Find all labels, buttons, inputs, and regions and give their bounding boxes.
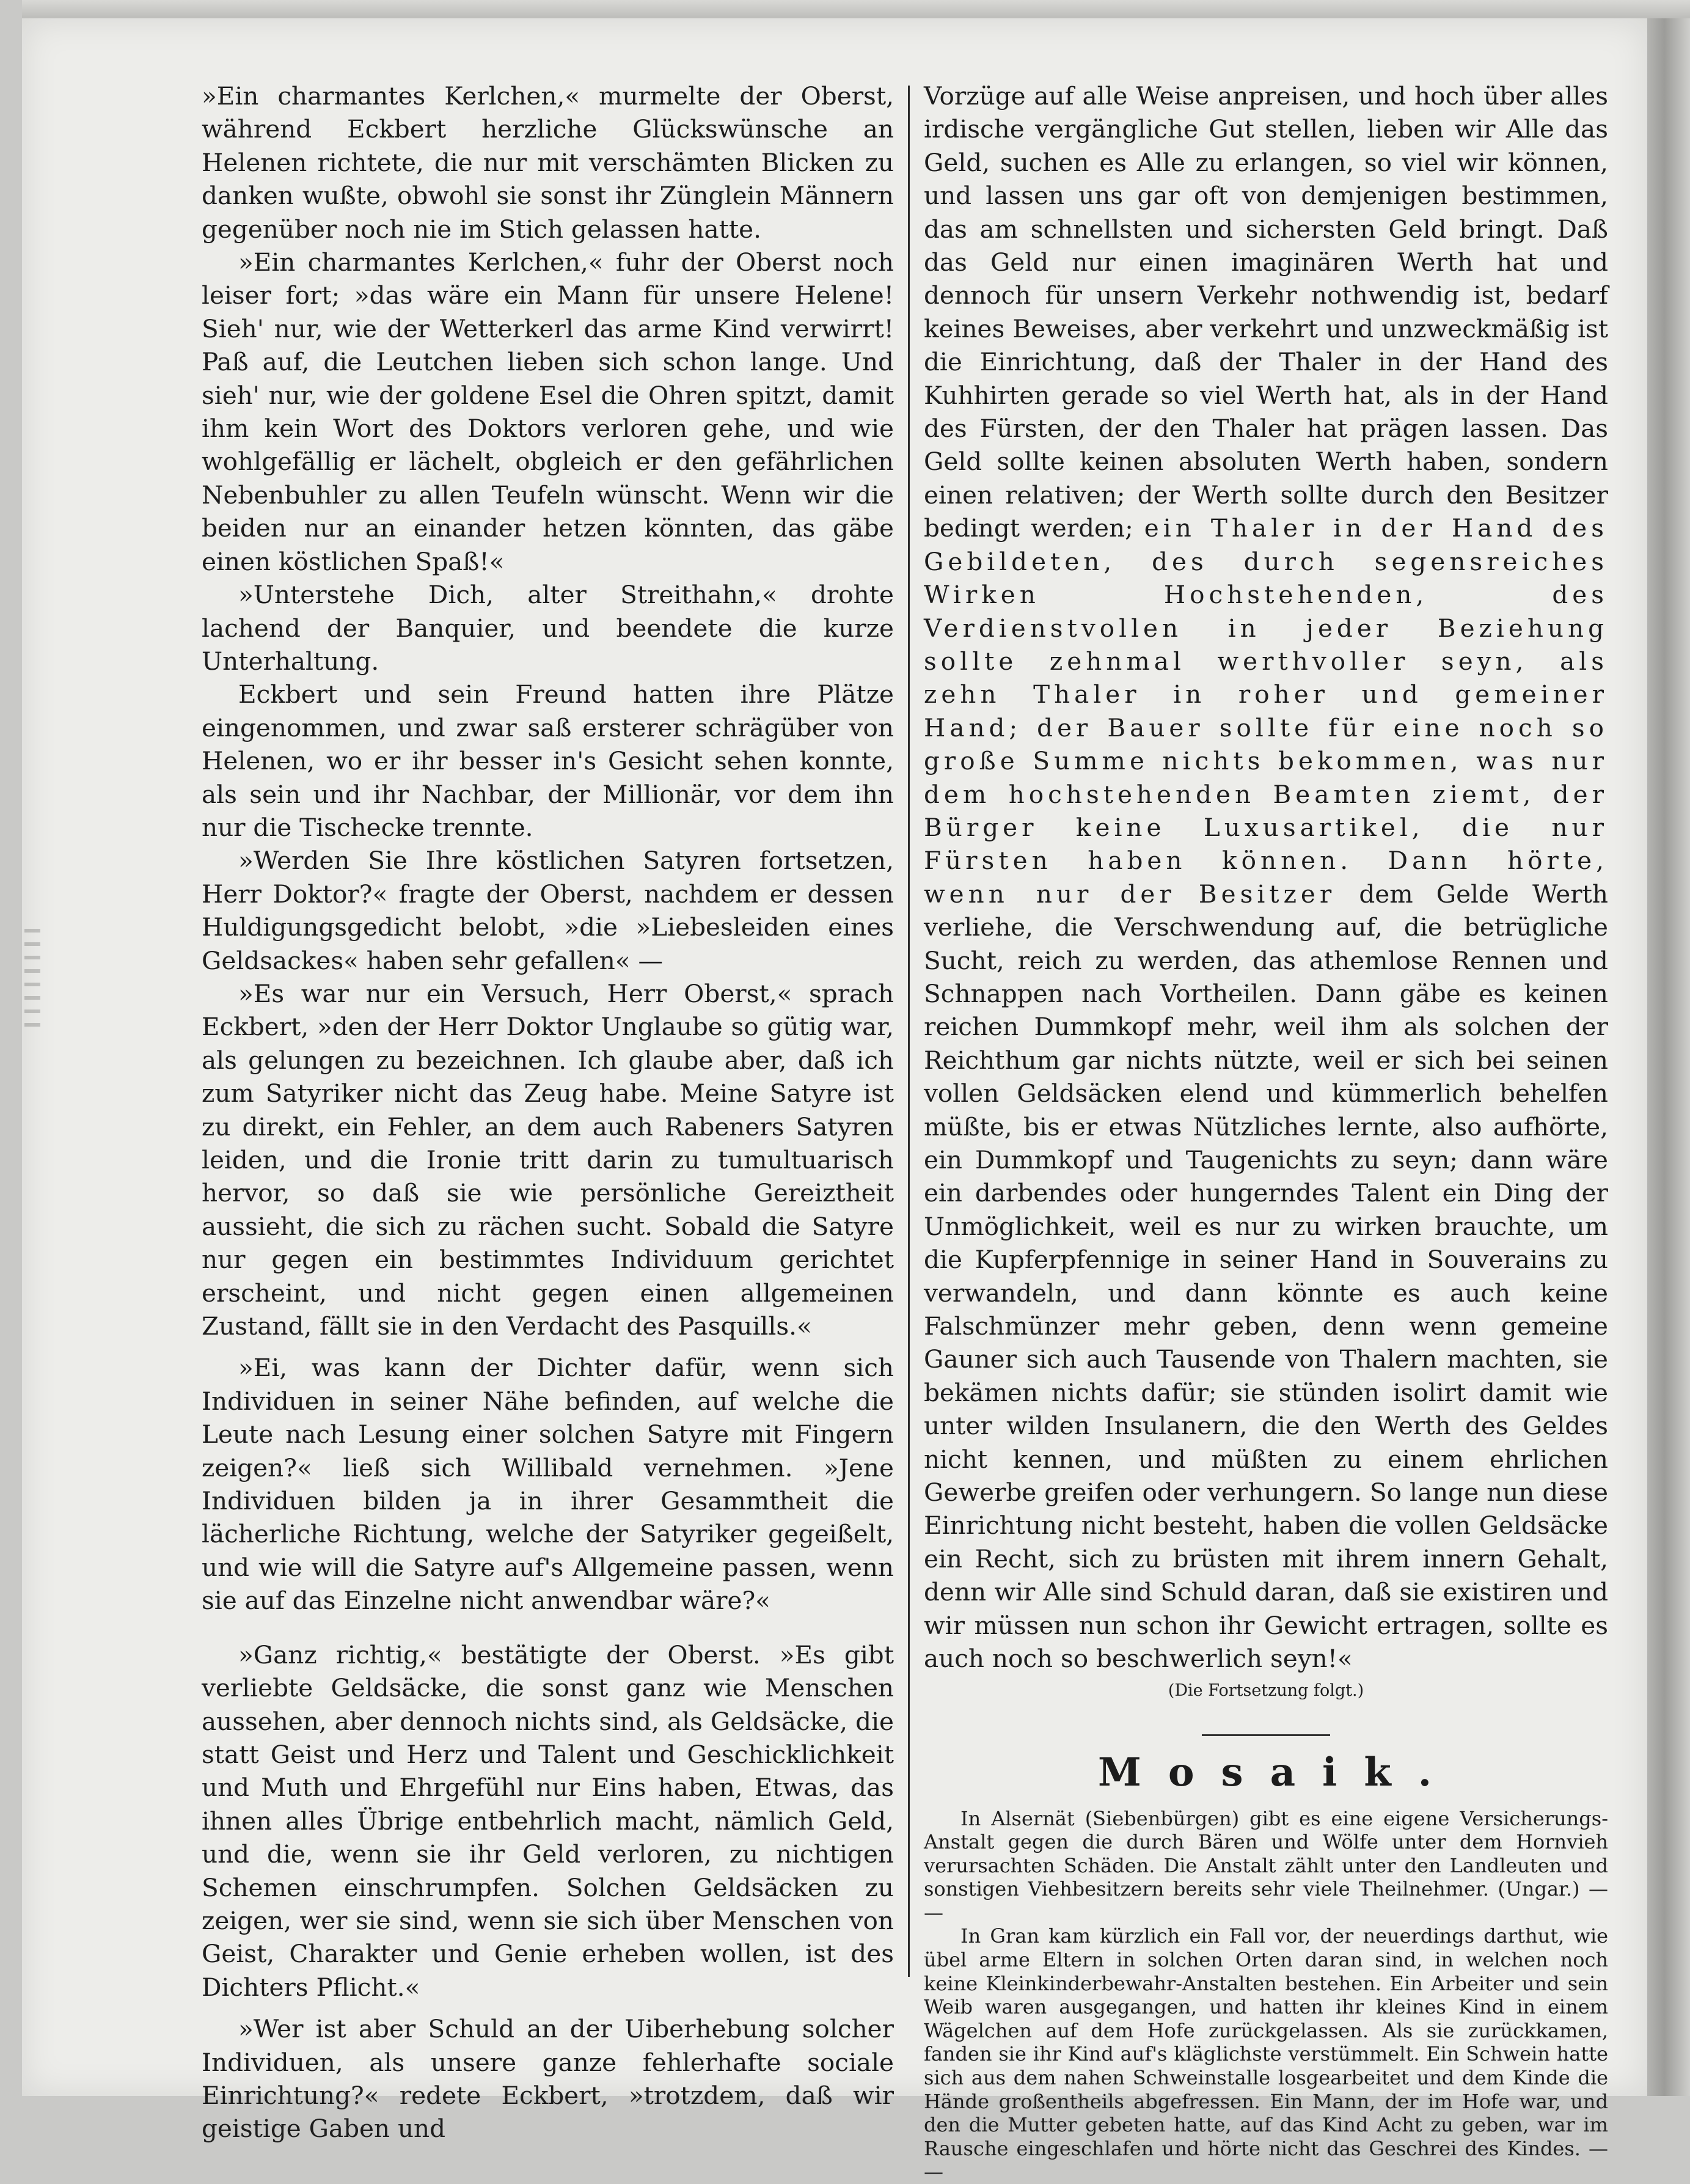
section-rule <box>1202 1734 1330 1736</box>
paragraph: »Ganz richtig,« bestätigte der Oberst. »Es gibt verliebte Geldsäcke, die sonst ganz wie Menschen aussehen, aber dennoch nichts sind, als Geldsäcke, die statt Geist und Herz und Talent und Geschicklichkeit und Muth und Ehrgefühl nur Eins haben, Etwas, das ihnen alles Übrige entbehrlich macht, nämlich Geld, und die, wenn sie ihr Geld verloren, zu nichtigen Schemen einschrumpfen. Solchen Geldsäcken zu zeigen, wer sie sind, wenn sie sich über Menschen von Geist, Charakter und Genie erheben wollen, ist des Dichters Pflicht.« <box>202 1638 894 2004</box>
mosaik-section <box>924 1807 1608 2184</box>
paragraph-part: dem Gelde Werth verliehe, die Verschwendung auf, die betrügliche Sucht, reich zu werden, das athemlose Rennen und Schnappen nach Vortheilen. Dann gäbe es keinen reichen Dummkopf mehr, weil ihm als solchen der Reichthum gar nichts nützte, weil er sich bei seinen vollen Geldsäcken elend und kümmerlich behelfen müßte, bis er etwas Nützliches lernte, also aufhörte, ein Dummkopf und Taugenichts zu seyn; dann wäre ein darbendes oder hungerndes Talent ein Ding der Unmöglichkeit, weil es nur zu wirken brauchte, um die Kupferpfennige in seiner Hand in Souverains zu verwandeln, und dann könnte es auch keine Falschmünzer mehr geben, denn wenn gemeine Gauner sich auch Tausende von Thalern machten, sie bekämen nichts dafür; sie stünden isolirt damit wie unter wilden Insulanern, die den Werth des Geldes nicht kennen, und müßten zu einem ehrlichen Gewerbe greifen oder verhungern. So lange nun diese Einrichtung nicht besteht, haben die vollen Geldsäcke ein Recht, sich zu brüsten mit ihrem innern Gehalt, denn wir Alle sind Schuld daran, daß sie existiren und wir müssen nun schon ihr Gewicht ertragen, sollte es auch noch so beschwerlich seyn!« <box>924 879 1608 1673</box>
continued-note: (Die Fortsetzung folgt.) <box>924 1679 1608 1702</box>
paragraph: »Ein charmantes Kerlchen,« fuhr der Oberst noch leiser fort; »das wäre ein Mann für unsere Helene! Sieh' nur, wie der Wetterkerl das arme Kind verwirrt! Paß auf, die Leutchen lieben sich schon lange. Und sieh' nur, wie der goldene Esel die Ohren spitzt, damit ihm kein Wort des Doktors verloren gehe, und wie wohlgefällig er lächelt, obgleich er den gefährlichen Nebenbuhler zu allen Teufeln wünscht. Wenn wir die beiden nur an einander hetzen könnten, das gäbe einen köstlichen Spaß!« <box>202 246 894 578</box>
paragraph-part: Vorzüge auf alle Weise anpreisen, und hoch über alles irdische vergängliche Gut stellen, lieben wir Alle das Geld, suchen es Alle zu erlangen, so viel wir können, und lassen uns gar oft von demjenigen bestimmen, das am schnellsten und sichersten Geld bringt. Daß das Geld nur einen imaginären Werth hat und dennoch für unsern Verkehr nothwendig ist, bedarf keines Beweises, aber verkehrt und unzweckmäßig ist die Einrichtung, daß der Thaler in der Hand des Kuhhirten gerade so viel Werth hat, als in der Hand des Fürsten, der den Thaler hat prägen lassen. Das Geld sollte keinen absoluten Werth haben, sondern einen relativen; der Werth sollte durch den Besitzer bedingt werden; <box>924 81 1608 543</box>
column-divider <box>908 86 910 1977</box>
left-column <box>202 79 894 2146</box>
paragraph: »Werden Sie Ihre köstlichen Satyren fortsetzen, Herr Doktor?« fragte der Oberst, nachdem er dessen Huldigungsgedicht belobt, »die »Liebesleiden eines Geldsackes« haben sehr gefallen« — <box>202 844 894 977</box>
right-column <box>924 79 1608 2184</box>
section-title: Mosaik. <box>948 1748 1608 1797</box>
paragraph: »Wer ist aber Schuld an der Uiberhebung solcher Individuen, als unsere ganze fehlerhafte sociale Einrichtung?« redete Eckbert, »trotzdem, daß wir geistige Gaben und <box>202 2012 894 2146</box>
paragraph: »Es war nur ein Versuch, Herr Oberst,« sprach Eckbert, »den der Herr Doktor Unglaube so gütig war, als gelungen zu bezeichnen. Ich glaube aber, daß ich zum Satyriker nicht das Zeug habe. Meine Satyre ist zu direkt, ein Fehler, an dem auch Rabeners Satyren leiden, und die Ironie tritt darin zu tumultuarisch hervor, so daß sie wie persönliche Gereiztheit aussieht, die sich zu rächen sucht. Sobald die Satyre nur gegen ein bestimmtes Individuum gerichtet erscheint, und nicht gegen einen allgemeinen Zustand, fällt sie in den Verdacht des Pasquills.« <box>202 977 894 1343</box>
paragraph: »Unterstehe Dich, alter Streithahn,« drohte lachend der Banquier, und beendete die kurze Unterhaltung. <box>202 578 894 678</box>
emphasized-word: Besitzer <box>1199 879 1336 909</box>
paragraph <box>924 79 1608 1676</box>
news-item: In Alsernät (Siebenbürgen) gibt es eine eigene Versicherungs-Anstalt gegen die durch Bären und Wölfe unter dem Hornvieh verursachten Schäden. Die Anstalt zählt unter den Landleuten und sonstigen Viehbesitzern bereits sehr viele Theilnehmer. (Ungar.) — — <box>924 1807 1608 1925</box>
paragraph: »Ei, was kann der Dichter dafür, wenn sich Individuen in seiner Nähe befinden, auf welche die Leute nach Lesung einer solchen Satyre mit Fingern zeigen?« ließ sich Willibald vernehmen. »Jene Individuen bilden ja in ihrer Gesammtheit die lächerliche Richtung, welche der Satyriker gegeißelt, und wie will die Satyre auf's Allgemeine passen, wenn sie auf das Einzelne nicht anwendbar wäre?« <box>202 1351 894 1617</box>
page-top-edge <box>22 0 1690 18</box>
paragraph: Eckbert und sein Freund hatten ihre Plätze eingenommen, und zwar saß ersterer schrägüber von Helenen, wo er ihr besser in's Gesicht sehen konnte, als sein und ihr Nachbar, der Millionär, vor dem ihn nur die Tischecke trennte. <box>202 678 894 844</box>
paragraph-part: ein Thaler in der Hand des Gebildeten, des durch segensreiches Wirken Hochstehenden, des Verdienstvollen in jeder Beziehung sollte zehnmal werthvoller seyn, als zehn Thaler in roher und gemeiner Hand; der Bauer sollte für eine noch so große Summe nichts bekommen, was nur dem hochstehenden Beamten ziemt, der Bürger keine Luxusartikel, die nur Fürsten haben können. Dann hörte, wenn nur der <box>924 513 1608 908</box>
page-stain <box>24 929 40 1027</box>
paragraph: »Ein charmantes Kerlchen,« murmelte der Oberst, während Eckbert herzliche Glückswünsche an Helenen richtete, die nur mit verschämten Blicken zu danken wußte, obwohl sie sonst ihr Zünglein Männern gegenüber noch nie im Stich gelassen hatte. <box>202 79 894 246</box>
page-binding-shadow <box>1647 18 1690 2096</box>
news-item: In Gran kam kürzlich ein Fall vor, der neuerdings darthut, wie übel arme Eltern in solchen Orten daran sind, in welchen noch keine Kleinkinderbewahr-Anstalten bestehen. Ein Arbeiter und sein Weib waren ausgegangen, und hatten ihr kleines Kind in einem Wägelchen auf dem Hofe zurückgelassen. Als sie zurückkamen, fanden sie ihr Kind auf's kläglichste verstümmelt. Ein Schwein hatte sich aus dem nahen Schweinstalle losgearbeitet und dem Kinde die Hände großentheils abgefressen. Ein Mann, der im Hofe war, und den die Mutter gebeten hatte, auf das Kind Acht zu geben, war im Rausche eingeschlafen und hörte nicht das Geschrei des Kindes. — — <box>924 1924 1608 2184</box>
